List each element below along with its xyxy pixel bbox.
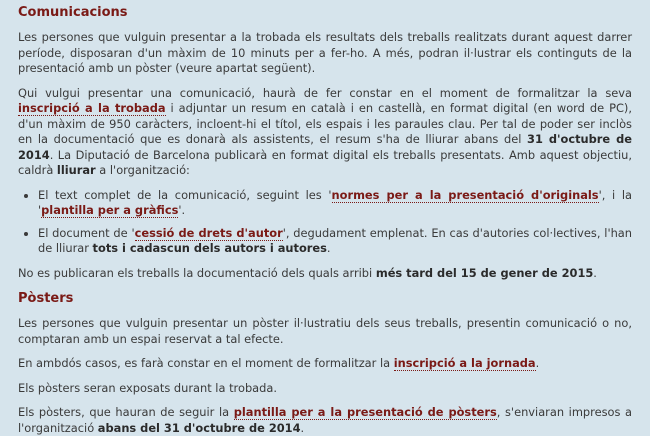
posters-template-paragraph [18, 405, 632, 436]
text-fragment: Qui vulgui presentar una comunicació, haurà de fer constar en el moment de formalitzar la seva [18, 85, 632, 100]
text-fragment: Els pòsters, que hauran de seguir la [18, 405, 234, 419]
list-item [38, 226, 632, 257]
publication-deadline-paragraph [18, 266, 632, 282]
comunicacions-intro-paragraph: Les persones que vulguin presentar a la trobada els resultats dels treballs realitzats durant aquest darrer període, disposaran d'un màxim de 10 minuts per a fer-ho. A més, podran il·lustrar els continguts de la presentació amb un pòster (veure apartat següent). [18, 30, 632, 75]
cessio-drets-autor-link[interactable]: cessió de drets d'autor [134, 225, 283, 240]
text-fragment: . [593, 265, 597, 280]
section-heading-comunicacions: Comunicacions [18, 5, 128, 20]
text-fragment: En ambdós casos, es farà constar en el moment de formalitzar la [18, 356, 394, 370]
lliurar-emphasis: lliurar [56, 163, 96, 177]
text-fragment: ', i la ' [38, 187, 632, 217]
posters-exhibition-paragraph: Els pòsters seran exposats durant la trobada. [18, 380, 277, 395]
list-item [38, 188, 632, 219]
posters-intro-paragraph: Les persones que vulguin presentar un pòster il·lustratiu dels seus treballs, presentin comunicació o no, comptaran amb un espai reservat a tal efecte. [18, 316, 632, 346]
normes-presentacio-originals-link[interactable]: normes per a la presentació d'originals [331, 187, 599, 202]
text-fragment: , s'enviaran impresos a l'organització [18, 405, 633, 435]
text-fragment: El text complet de la comunicació, seguint les ' [38, 187, 332, 202]
posters-registration-paragraph [18, 356, 632, 372]
plantilla-grafics-link[interactable]: plantilla per a gràfics [41, 203, 179, 217]
deliverables-list [18, 188, 632, 257]
text-fragment: ', degudament emplenat. En cas d'autories col·lectives, l'han de lliurar [38, 225, 632, 255]
text-fragment: . [326, 241, 331, 255]
inscripcio-trobada-link[interactable]: inscripció a la trobada [18, 101, 166, 115]
text-fragment: No es publicaran els treballs la documentació dels quals arribi [18, 265, 376, 280]
inscripcio-jornada-link[interactable]: inscripció a la jornada [393, 356, 536, 370]
text-fragment: i adjuntar un resum en català i en castellà, en format digital (en word de PC), d'un màxim de 950 caràcters, incloent-hi el títol, els espais i les paraules clau. Per tal de poder ser inclòs en la documentació que es donarà als assistents, el resum s'ha de lliurar abans del [18, 101, 632, 146]
posters-deadline-date: abans del 31 d'octubre de 2014 [97, 420, 301, 435]
text-fragment: El document de ' [38, 225, 135, 240]
section-heading-posters: Pòsters [18, 291, 74, 306]
text-fragment: '. [178, 203, 186, 217]
deadline-date: 31 d'octubre de 2014 [18, 132, 632, 162]
text-fragment: . La Diputació de Barcelona publicarà en format digital els treballs presentats. Amb aquest objectiu, caldrà [18, 147, 632, 177]
authors-emphasis: tots i cadascun dels autors i autores [92, 241, 327, 255]
text-fragment: . [535, 356, 540, 370]
plantilla-posters-link[interactable]: plantilla per a la presentació de pòsters [233, 405, 497, 419]
comunicacions-instructions-paragraph [18, 86, 632, 179]
publication-deadline-date: més tard del 15 de gener de 2015 [375, 265, 594, 280]
text-fragment: . [300, 420, 305, 435]
text-fragment: a l'organització: [95, 163, 190, 177]
